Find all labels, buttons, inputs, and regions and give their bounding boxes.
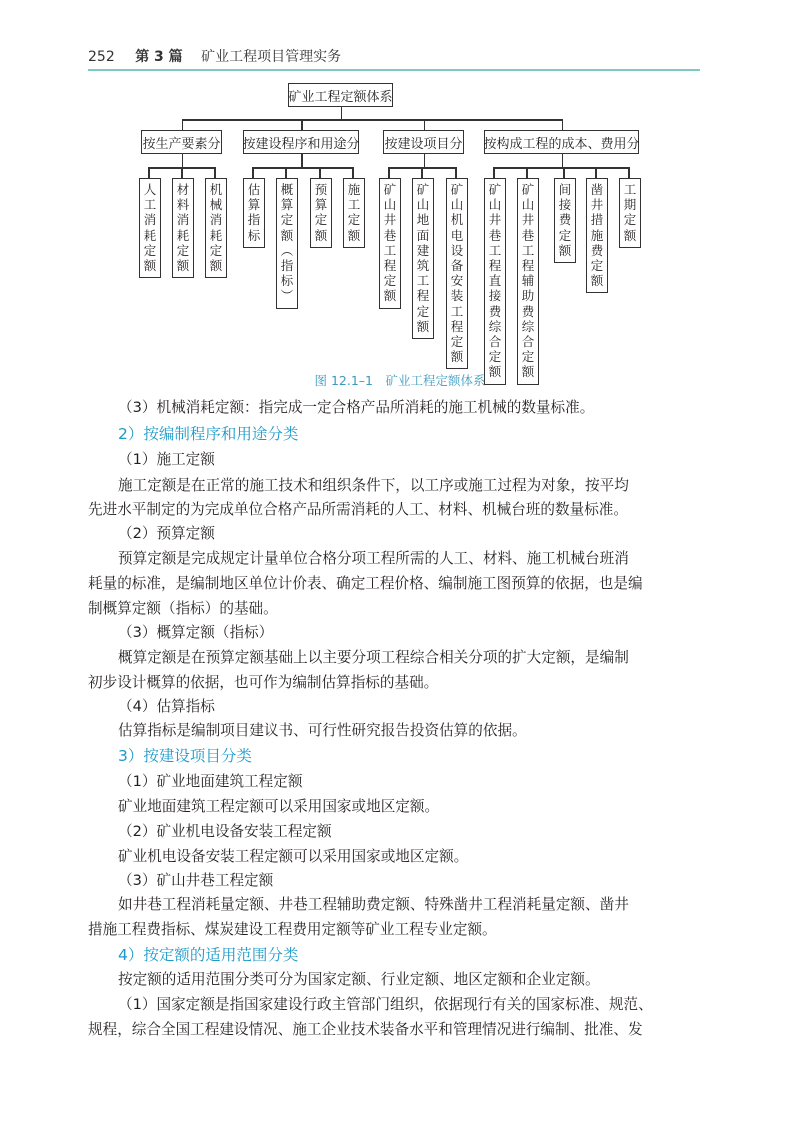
body-line: 初步设计概算的依据，也可作为编制估算指标的基础。: [88, 674, 439, 691]
body-line: 措施工程费指标、煤炭建设工程费用定额等矿业工程专业定额。: [88, 921, 497, 938]
page-header: [88, 46, 341, 66]
diagram-connector: [455, 167, 457, 178]
body-line: 制概算定额（指标）的基础。: [88, 600, 278, 617]
diagram-leaf: 机 械 消 耗 定 额: [205, 178, 227, 278]
body-line: 施工定额是在正常的施工技术和组织条件下，以工序或施工过程为对象，按平均: [118, 477, 629, 494]
body-line: 预算定额是完成规定计量单位合格分项工程所需的人工、材料、施工机械台班消: [118, 550, 629, 567]
diagram-connector: [352, 167, 354, 178]
subsection-heading: （3）矿山井巷工程定额: [118, 872, 274, 889]
diagram-leaf: 材 料 消 耗 定 额: [172, 178, 194, 278]
body-line: 先进水平制定的为完成单位合格产品所需消耗的人工、材料、机械台班的数量标准。: [88, 501, 628, 518]
diagram-connector: [388, 167, 390, 178]
header-rule: [88, 69, 700, 71]
diagram-connector: [301, 154, 303, 167]
body-line: 如井巷工程消耗量定额、井巷工程辅助费定额、特殊凿井工程消耗量定额、凿井: [118, 896, 629, 913]
diagram-connector: [148, 167, 150, 178]
diagram-connector: [182, 119, 562, 121]
diagram-connector: [424, 154, 426, 167]
diagram-connector: [285, 167, 287, 178]
diagram-connector: [526, 167, 528, 178]
page-number: 252: [88, 49, 115, 65]
diagram-leaf: 矿 山 地 面 建 筑 工 程 定 额: [412, 178, 434, 339]
figure-caption: 图 12.1–1 矿业工程定额体系: [314, 373, 486, 388]
diagram-leaf: 矿 山 机 电 设 备 安 装 工 程 定 额: [446, 178, 468, 369]
section-heading: 2）按编制程序和用途分类: [118, 425, 299, 443]
diagram-connector: [182, 119, 184, 130]
book-title: 矿业工程项目管理实务: [201, 49, 342, 65]
subsection-heading: （2）矿业机电设备安装工程定额: [118, 823, 332, 840]
subsection-heading: （4）估算指标: [118, 698, 215, 715]
diagram-connector: [252, 167, 254, 178]
body-line: 规程，综合全国工程建设情况、施工企业技术装备水平和管理情况进行编制、批准、发: [88, 1021, 643, 1038]
diagram-category: 按构成工程的成本、费用分: [484, 130, 639, 154]
diagram-connector: [181, 167, 183, 178]
diagram-connector: [562, 154, 564, 167]
diagram-connector: [252, 167, 352, 169]
diagram-leaf: 矿 山 井 巷 工 程 辅 助 费 综 合 定 额: [517, 178, 539, 385]
diagram-connector: [628, 167, 630, 178]
body-line: （1）国家定额是指国家建设行政主管部门组织，依据现行有关的国家标准、规范、: [118, 996, 653, 1013]
body-line: 耗量的标准，是编制地区单位计价表、确定工程价格、编制施工图预算的依据，也是编: [88, 575, 643, 592]
diagram-connector: [493, 167, 495, 178]
diagram-category: 按生产要素分: [141, 130, 222, 154]
diagram-leaf: 施 工 定 额: [343, 178, 365, 248]
subsection-heading: （2）预算定额: [118, 525, 215, 542]
diagram-category: 按建设项目分: [383, 130, 464, 154]
diagram-connector: [563, 167, 565, 178]
diagram-connector: [562, 119, 564, 130]
subsection-heading: （1）矿业地面建筑工程定额: [118, 773, 303, 790]
subsection-heading: （1）施工定额: [118, 451, 215, 468]
body-line: 按定额的适用范围分类可分为国家定额、行业定额、地区定额和企业定额。: [118, 971, 600, 988]
diagram-connector: [319, 167, 321, 178]
diagram-category: 按建设程序和用途分: [243, 130, 359, 154]
body-line: 矿业机电设备安装工程定额可以采用国家或地区定额。: [118, 848, 469, 865]
diagram-leaf: 估 算 指 标: [243, 178, 265, 248]
diagram-leaf: 凿 井 措 施 费 定 额: [586, 178, 608, 293]
part-label: 第 3 篇: [135, 49, 183, 65]
subsection-heading: （3）概算定额（指标）: [118, 624, 274, 641]
diagram-connector: [421, 167, 423, 178]
diagram-leaf: 预 算 定 额: [310, 178, 332, 248]
diagram-leaf: 人 工 消 耗 定 额: [139, 178, 161, 278]
section-heading: 4）按定额的适用范围分类: [118, 946, 299, 964]
diagram-leaf: 间 接 费 定 额: [554, 178, 576, 263]
diagram-leaf: 矿 山 井 巷 工 程 定 额: [379, 178, 401, 309]
diagram-connector: [214, 167, 216, 178]
diagram-leaf: 矿 山 井 巷 工 程 直 接 费 综 合 定 额: [484, 178, 506, 385]
diagram-connector: [595, 167, 597, 178]
diagram-connector: [301, 119, 303, 130]
body-line: 矿业地面建筑工程定额可以采用国家或地区定额。: [118, 798, 440, 815]
body-line: （3）机械消耗定额：指完成一定合格产品所消耗的施工机械的数量标准。: [118, 399, 595, 416]
body-line: 概算定额是在预算定额基础上以主要分项工程综合相关分项的扩大定额，是编制: [118, 649, 629, 666]
section-heading: 3）按建设项目分类: [118, 747, 252, 765]
diagram-connector: [493, 167, 628, 169]
diagram-leaf: 工 期 定 额: [619, 178, 641, 248]
diagram-leaf: 概 算 定 额 ︵ 指 标 ︶: [276, 178, 298, 309]
body-line: 估算指标是编制项目建议书、可行性研究报告投资估算的依据。: [118, 722, 527, 739]
diagram-connector: [424, 119, 426, 130]
diagram-connector: [341, 107, 343, 119]
diagram-connector: [182, 154, 184, 167]
diagram-root: 矿业工程定额体系: [288, 83, 393, 107]
quota-system-diagram: [0, 80, 800, 380]
